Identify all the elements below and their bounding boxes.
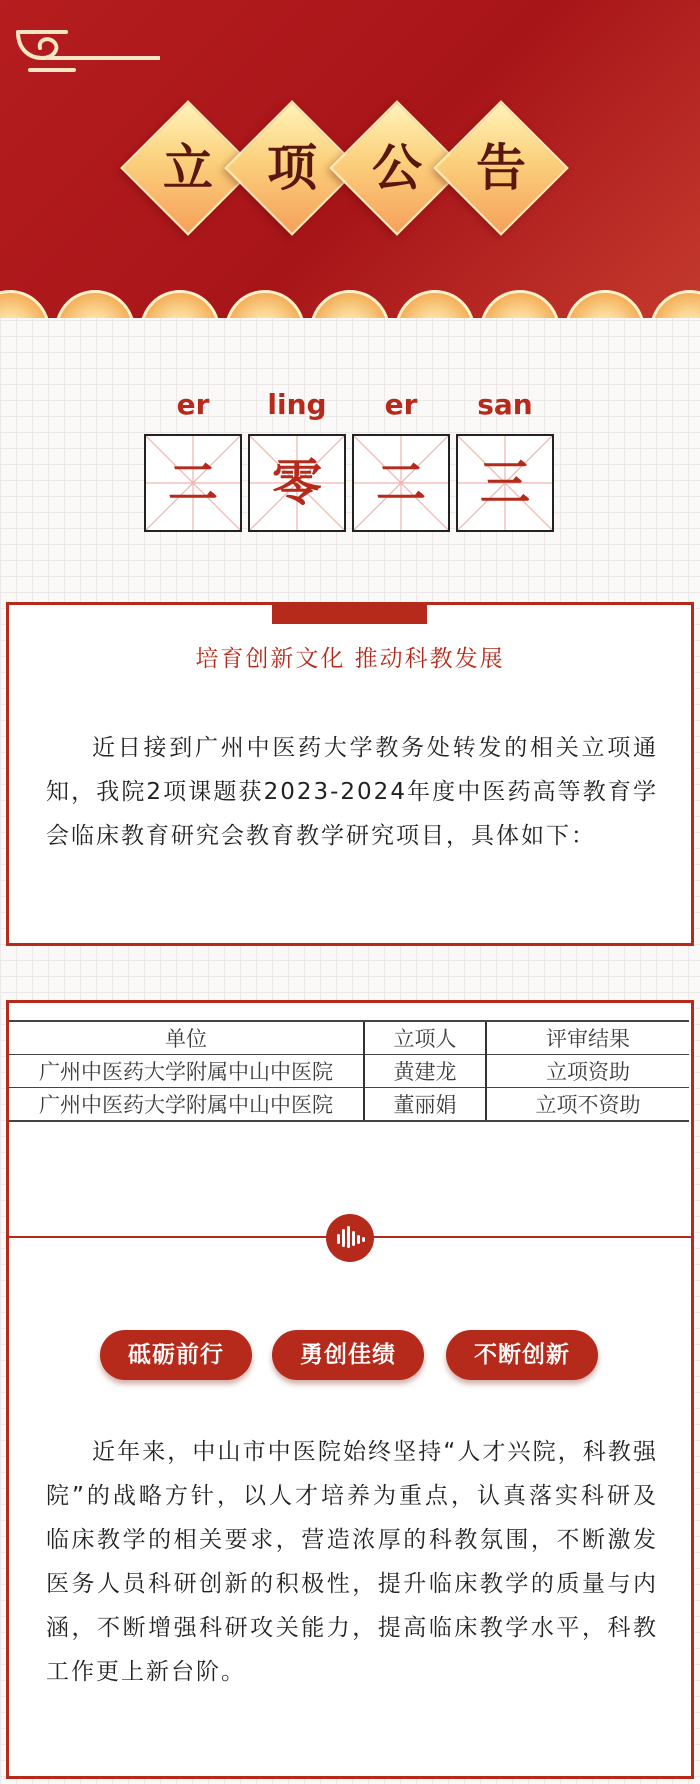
table-header-row (9, 1021, 689, 1055)
title-char: 立 (163, 139, 213, 197)
notice-heading: 培育创新文化 推动科教发展 (195, 646, 505, 672)
pinyin-label: san (477, 388, 533, 421)
tag-pill: 勇创佳绩 (272, 1330, 424, 1380)
tian-grid-cell (248, 434, 346, 532)
pinyin-label: er (176, 388, 210, 421)
table-cell: 董丽娟 (364, 1088, 486, 1122)
pinyin-label: er (384, 388, 418, 421)
scallop-deco (310, 290, 390, 318)
card-tab (272, 602, 427, 624)
pinyin-label: ling (267, 388, 327, 421)
tian-grid-cell (352, 434, 450, 532)
cloud-swirl-icon (10, 18, 160, 78)
year-char: 三 (480, 454, 530, 512)
year-char: 二 (376, 454, 426, 512)
title-diamond (441, 108, 561, 228)
projects-table (9, 1020, 689, 1122)
tag-pill: 砥砺前行 (100, 1330, 252, 1380)
title-char: 公 (372, 139, 422, 197)
scallop-deco (565, 290, 645, 318)
year-char: 二 (168, 454, 218, 512)
scallop-deco (395, 290, 475, 318)
scallop-deco (140, 290, 220, 318)
tag-pill: 不断创新 (446, 1330, 598, 1380)
title-char: 告 (476, 139, 526, 197)
scallop-deco (225, 290, 305, 318)
table-cell: 广州中医药大学附属中山中医院 (9, 1055, 364, 1088)
scallop-deco (0, 290, 50, 318)
table-row (9, 1055, 689, 1088)
tian-grid-cell (144, 434, 242, 532)
divider-badge (326, 1214, 374, 1262)
table-cell: 立项不资助 (486, 1088, 689, 1122)
table-header: 立项人 (364, 1021, 486, 1055)
title-char: 项 (267, 139, 317, 197)
title-banner (0, 0, 700, 318)
scallop-deco (55, 290, 135, 318)
notice-body: 近日接到广州中医药大学教务处转发的相关立项通知，我院2项课题获2023-2024年度中医药高等教育学会临床教育研究会教育教学研究项目，具体如下： (46, 735, 658, 849)
tian-grid-cell (456, 434, 554, 532)
table-header: 单位 (9, 1021, 364, 1055)
table-row (9, 1088, 689, 1122)
sound-wave-icon (326, 1214, 374, 1262)
year-char: 零 (272, 454, 322, 512)
table-cell: 立项资助 (486, 1055, 689, 1088)
scallop-deco (650, 290, 700, 318)
table-header: 评审结果 (486, 1021, 689, 1055)
table-cell: 黄建龙 (364, 1055, 486, 1088)
scallop-deco (480, 290, 560, 318)
table-cell: 广州中医药大学附属中山中医院 (9, 1088, 364, 1122)
summary-body: 近年来，中山市中医院始终坚持“人才兴院，科教强院”的战略方针，以人才培养为重点，认真落实科研及临床教学的相关要求，营造浓厚的科教氛围，不断激发医务人员科研创新的积极性，提升临床教学的质量与内涵，不断增强科研攻关能力，提高临床教学水平，科教工作更上新台阶。 (46, 1439, 658, 1685)
